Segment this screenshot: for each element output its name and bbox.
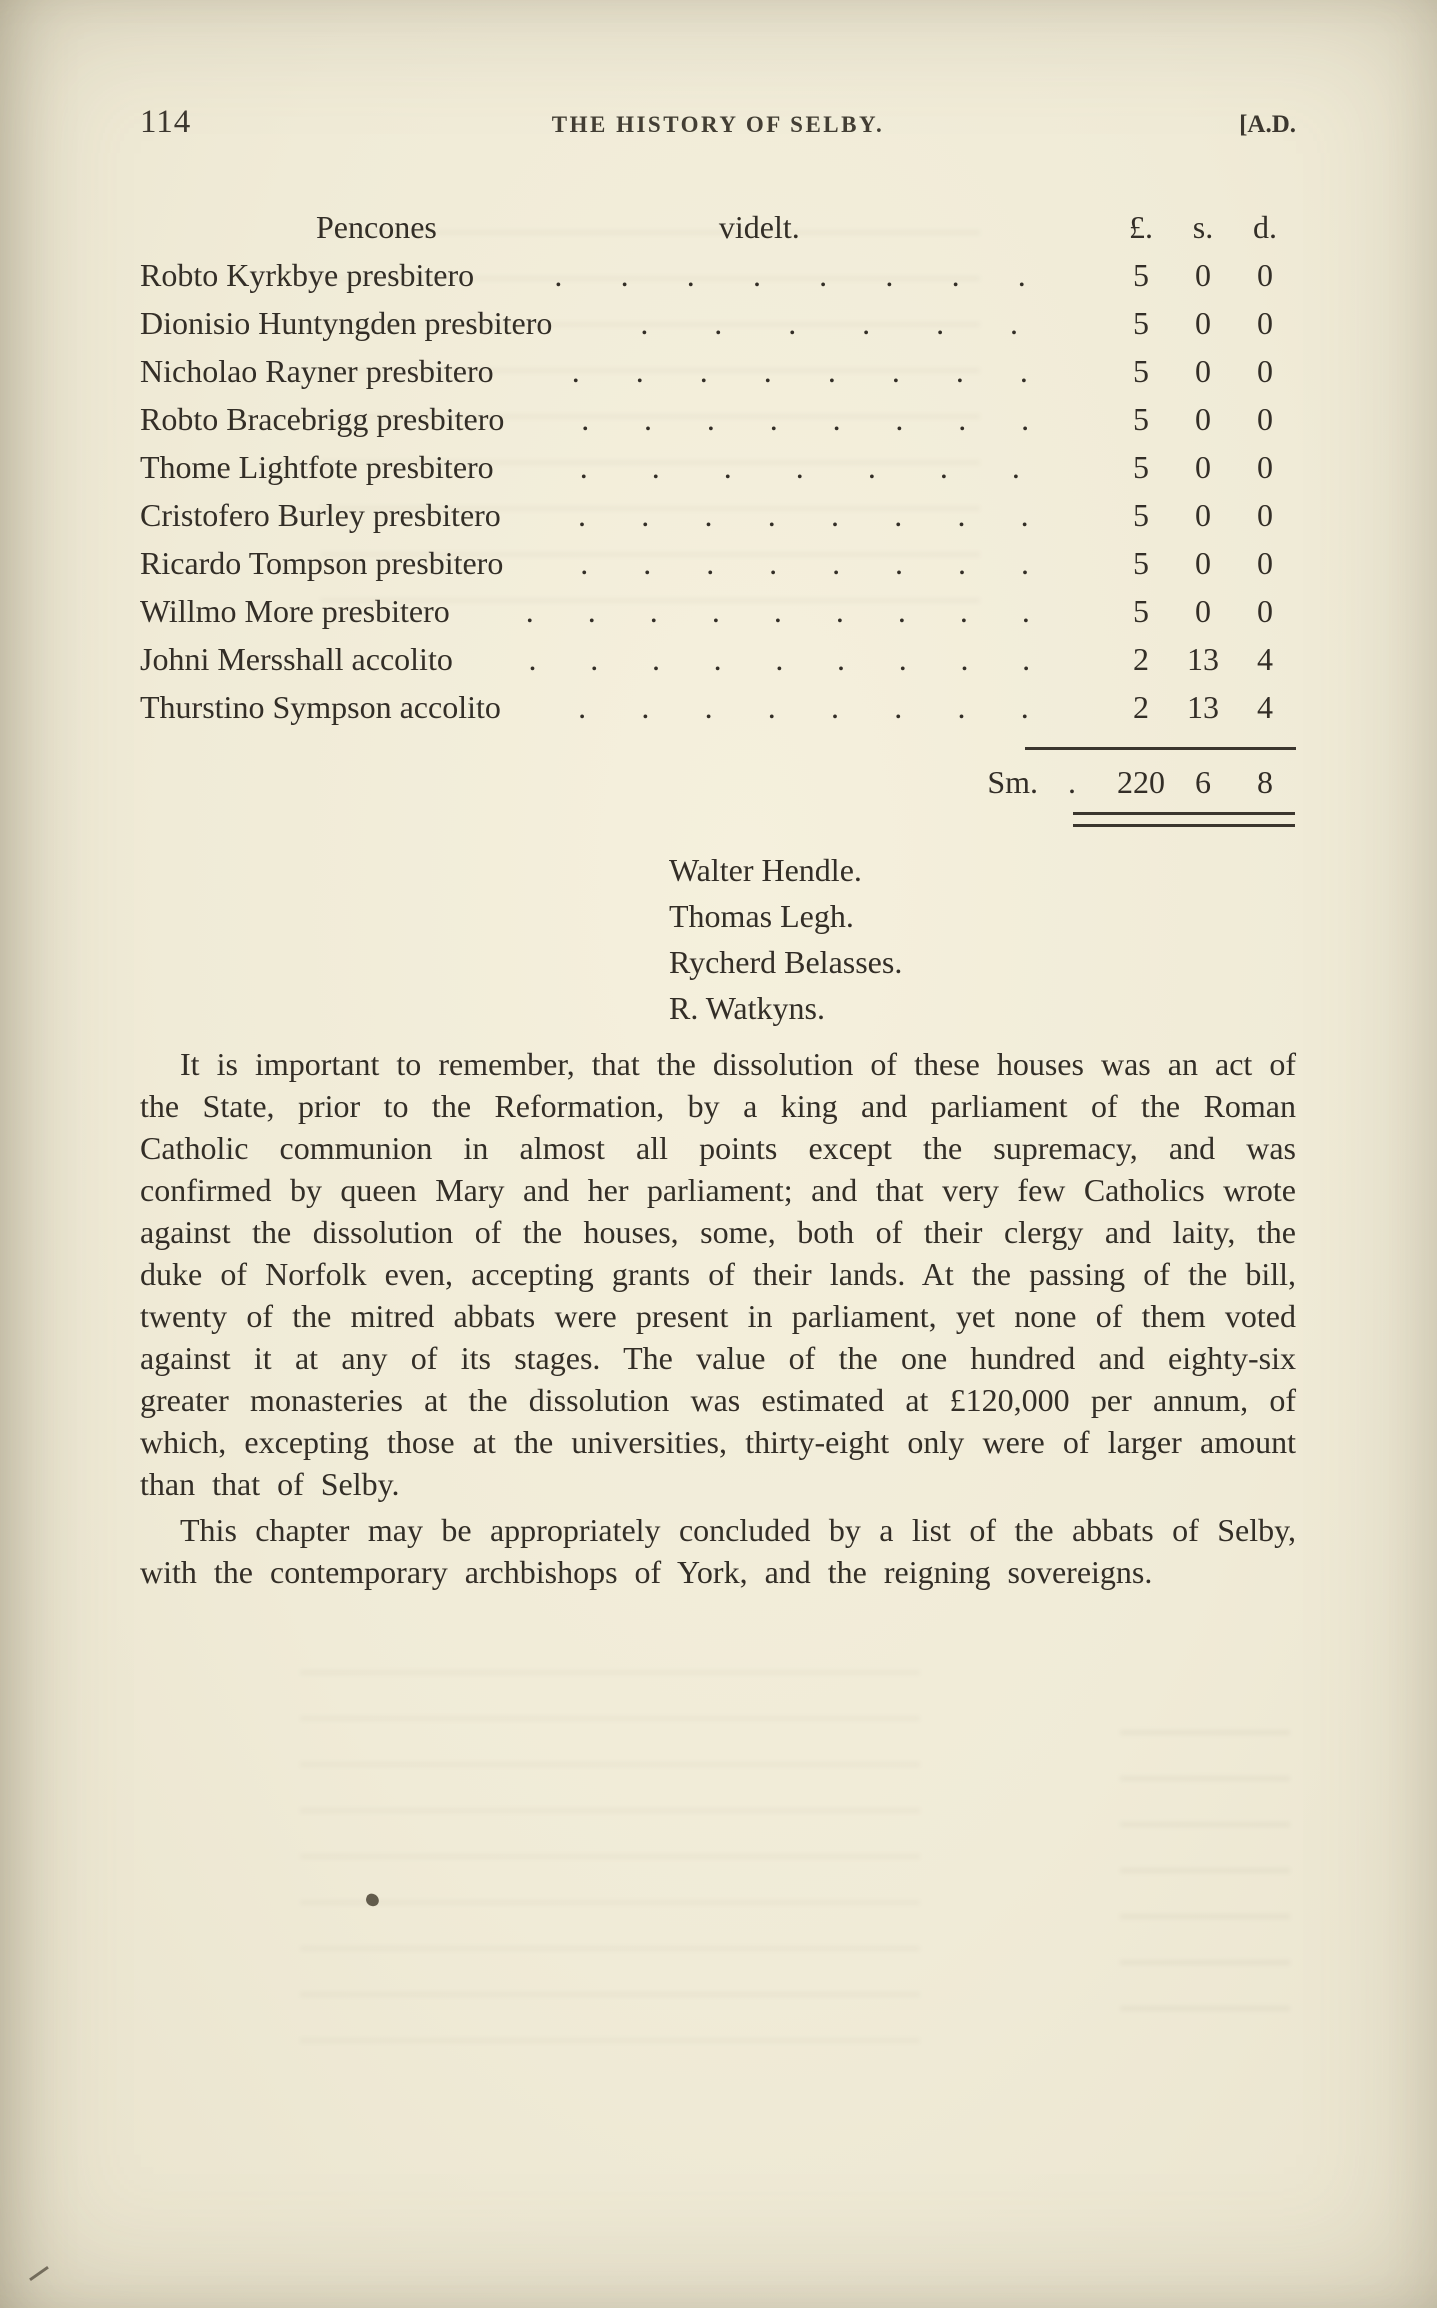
pounds-value: 2 (1133, 641, 1149, 677)
leader-dot: . (706, 401, 715, 437)
pounds-value: 5 (1133, 305, 1149, 341)
leader-dot: . (898, 641, 907, 677)
dot-leader (523, 683, 1084, 731)
table-row (140, 635, 1296, 683)
leader-dot: . (581, 401, 590, 437)
leader-dot: . (1019, 353, 1028, 389)
text-block (140, 100, 1296, 1597)
table-row (140, 395, 1296, 443)
leader-dot: . (1021, 401, 1030, 437)
pounds-value: 2 (1133, 689, 1149, 725)
body-paragraph: This chapter may be appropriately concluded by a list of the abbats of Selby, with the contemporary archbishops of York, and the reigning sovereigns. (140, 1512, 1296, 1590)
leader-dot: . (837, 641, 846, 677)
leader-dot: . (699, 353, 708, 389)
account-table (140, 203, 1296, 827)
leader-dot: . (867, 449, 876, 485)
leader-dot: . (832, 401, 841, 437)
leader-dot: . (960, 641, 969, 677)
leader-dot: . (894, 689, 903, 725)
pence-value: 0 (1257, 401, 1273, 437)
entry-name: Willmo More presbitero (140, 593, 450, 629)
page-header (140, 100, 1296, 147)
leader-dot: . (580, 545, 589, 581)
leader-dot: . (957, 689, 966, 725)
corner-pen-stroke (29, 2266, 49, 2281)
shillings-value: 0 (1195, 401, 1211, 437)
leader-dot: . (651, 449, 660, 485)
pounds-value: 5 (1133, 593, 1149, 629)
leader-dot: . (894, 497, 903, 533)
pence-value: 0 (1257, 257, 1273, 293)
page-number: 114 (140, 104, 192, 140)
shillings-value: 0 (1195, 497, 1211, 533)
leader-dot: . (1011, 449, 1020, 485)
leader-dot: . (1020, 497, 1029, 533)
leader-dot: . (795, 449, 804, 485)
signatory-name: R. Watkyns. (669, 990, 825, 1026)
leader-dot: . (773, 593, 782, 629)
leader-dot: . (862, 305, 871, 341)
leader-dot: . (1020, 689, 1029, 725)
shillings-value: 0 (1195, 353, 1211, 389)
shillings-value: 0 (1195, 449, 1211, 485)
pence-value: 4 (1257, 641, 1273, 677)
leader-dot: . (891, 353, 900, 389)
leader-dot: . (1010, 305, 1019, 341)
leader-dot: . (590, 641, 599, 677)
leader-dot: . (578, 497, 587, 533)
pounds-header: £. (1129, 209, 1153, 245)
caption-pencones: Pencones (316, 209, 437, 245)
leader-dot: . (525, 593, 534, 629)
leader-dot: . (571, 353, 580, 389)
margin-note: [A.D. (1239, 111, 1296, 138)
leader-dot: . (832, 545, 841, 581)
table-row (140, 587, 1296, 635)
body-paragraphs (140, 1043, 1296, 1593)
leader-dot: . (769, 545, 778, 581)
leader-dot: . (686, 257, 695, 293)
entry-name: Dionisio Huntyngden presbitero (140, 305, 553, 341)
double-rule (1073, 812, 1295, 827)
entry-name: Robto Bracebrigg presbitero (140, 401, 505, 437)
leader-dot: . (1021, 593, 1030, 629)
dot-leader (496, 251, 1084, 299)
leader-dot: . (819, 257, 828, 293)
leader-dot: . (827, 353, 836, 389)
account-rows (140, 251, 1296, 731)
pounds-value: 5 (1133, 545, 1149, 581)
total-row (140, 758, 1296, 806)
leader-dot: . (704, 689, 713, 725)
leader-dot: . (713, 641, 722, 677)
leader-dot: . (641, 497, 650, 533)
dot-leader (516, 443, 1084, 491)
dot-leader (523, 491, 1084, 539)
show-through-lower (300, 1640, 920, 2060)
pence-value: 0 (1257, 449, 1273, 485)
leader-dot: . (649, 593, 658, 629)
leader-dot: . (1017, 257, 1026, 293)
leader-dot: . (958, 401, 967, 437)
entry-name: Ricardo Tompson presbitero (140, 545, 504, 581)
table-row (140, 443, 1296, 491)
account-caption-row (140, 203, 1296, 251)
leader-dot: . (895, 545, 904, 581)
table-row (140, 251, 1296, 299)
total-shillings: 6 (1195, 764, 1211, 800)
leader-dot: . (1022, 641, 1031, 677)
running-title: THE HISTORY OF SELBY. (551, 112, 885, 137)
dot-leader (525, 539, 1084, 587)
shillings-value: 13 (1187, 641, 1219, 677)
shillings-value: 0 (1195, 593, 1211, 629)
leader-dot: . (958, 545, 966, 581)
signatories-list (669, 847, 1296, 1031)
table-row (140, 347, 1296, 395)
leader-dot: . (957, 497, 966, 533)
leader-dot: . (587, 593, 596, 629)
pence-value: 0 (1257, 545, 1273, 581)
leader-dot: . (706, 545, 715, 581)
pounds-value: 5 (1133, 257, 1149, 293)
total-label: Sm. (987, 764, 1038, 800)
caption-name-area (140, 203, 1110, 251)
pounds-value: 5 (1133, 497, 1149, 533)
leader-dot: . (885, 257, 894, 293)
leader-dot: . (959, 593, 968, 629)
table-row (140, 491, 1296, 539)
shillings-value: 0 (1195, 305, 1211, 341)
dot-leader (574, 299, 1084, 347)
leader-dot: . (635, 353, 644, 389)
leader-dot: . (897, 593, 906, 629)
leader-dot: . (831, 689, 840, 725)
pence-value: 0 (1257, 353, 1273, 389)
leader-dot: . (951, 257, 960, 293)
entry-name: Thome Lightfote presbitero (140, 449, 494, 485)
leader-dot: . (767, 497, 776, 533)
leader-dot: . (955, 353, 964, 389)
signatory-name: Rycherd Belasses. (669, 944, 903, 980)
show-through-lower-right (1120, 1700, 1290, 2030)
dot-leader (526, 395, 1084, 443)
shillings-header: s. (1192, 209, 1214, 245)
leader-dot: . (1020, 545, 1029, 581)
signatory-name: Walter Hendle. (669, 852, 862, 888)
leader-dot: . (620, 257, 629, 293)
pence-header: d. (1253, 209, 1277, 245)
table-row (140, 683, 1296, 731)
total-pounds: 220 (1117, 764, 1165, 800)
pence-value: 4 (1257, 689, 1273, 725)
leader-dot: . (651, 641, 660, 677)
entry-name: Cristofero Burley presbitero (140, 497, 501, 533)
ink-mark (364, 1892, 380, 1907)
table-row (140, 299, 1296, 347)
leader-dot: . (554, 257, 563, 293)
entry-name: Johni Mersshall accolito (140, 641, 453, 677)
leader-dot: . (939, 449, 948, 485)
leader-dot: . (641, 689, 650, 725)
caption-videlt: videlt. (718, 209, 800, 245)
leader-dot: . (775, 641, 784, 677)
leader-dot: . (640, 305, 649, 341)
leader-dot: . (752, 257, 761, 293)
shillings-value: 0 (1195, 257, 1211, 293)
entry-name: Robto Kyrkbye presbitero (140, 257, 475, 293)
leader-dot: . (835, 593, 844, 629)
total-rule (1025, 747, 1296, 750)
total-pence: 8 (1257, 764, 1273, 800)
leader-dot: . (723, 449, 732, 485)
leader-dot: . (830, 497, 839, 533)
table-row (140, 539, 1296, 587)
leader-dot: . (644, 401, 653, 437)
pence-value: 0 (1257, 497, 1273, 533)
leader-dot: . (788, 305, 797, 341)
leader-dot: . (704, 497, 713, 533)
entry-name: Thurstino Sympson accolito (140, 689, 501, 725)
leader-dot: . (643, 545, 652, 581)
dot-leader (475, 635, 1084, 683)
entry-name: Nicholao Rayner presbitero (140, 353, 494, 389)
pounds-value: 5 (1133, 401, 1149, 437)
body-paragraph: It is important to remember, that the dissolution of these houses was an act of the State, prior to the Reformation, by a king and parliament of the Roman Catholic communion in almost all points except the supremacy, and was confirmed by queen Mary and her parliament; and that very few Catholics wrote against the dissolution of the houses, some, both of their clergy and laity, the duke of Norfolk even, accepting grants of their lands. At the passing of the bill, twenty of the mitred abbats were present in parliament, yet none of them voted against it at any of its stages. The value of the one hundred and eighty-six greater monasteries at the dissolution was estimated at £120,000 per annum, of which, excepting those at the universities, thirty-eight only were of larger amount than that of Selby. (140, 1046, 1296, 1502)
dot-leader (472, 587, 1084, 635)
leader-dot: . (579, 449, 588, 485)
leader-dot: . (763, 353, 772, 389)
shillings-value: 13 (1187, 689, 1219, 725)
pence-value: 0 (1257, 593, 1273, 629)
total-dot: . (1068, 764, 1076, 800)
leader-dot: . (936, 305, 945, 341)
pence-value: 0 (1257, 305, 1273, 341)
leader-dot: . (711, 593, 720, 629)
leader-dot: . (578, 689, 587, 725)
dot-leader (516, 347, 1084, 395)
leader-dot: . (714, 305, 723, 341)
leader-dot: . (528, 641, 537, 677)
pounds-value: 5 (1133, 353, 1149, 389)
leader-dot: . (895, 401, 904, 437)
leader-dot: . (767, 689, 776, 725)
shillings-value: 0 (1195, 545, 1211, 581)
pounds-value: 5 (1133, 449, 1149, 485)
leader-dot: . (769, 401, 778, 437)
signatory-name: Thomas Legh. (669, 898, 854, 934)
